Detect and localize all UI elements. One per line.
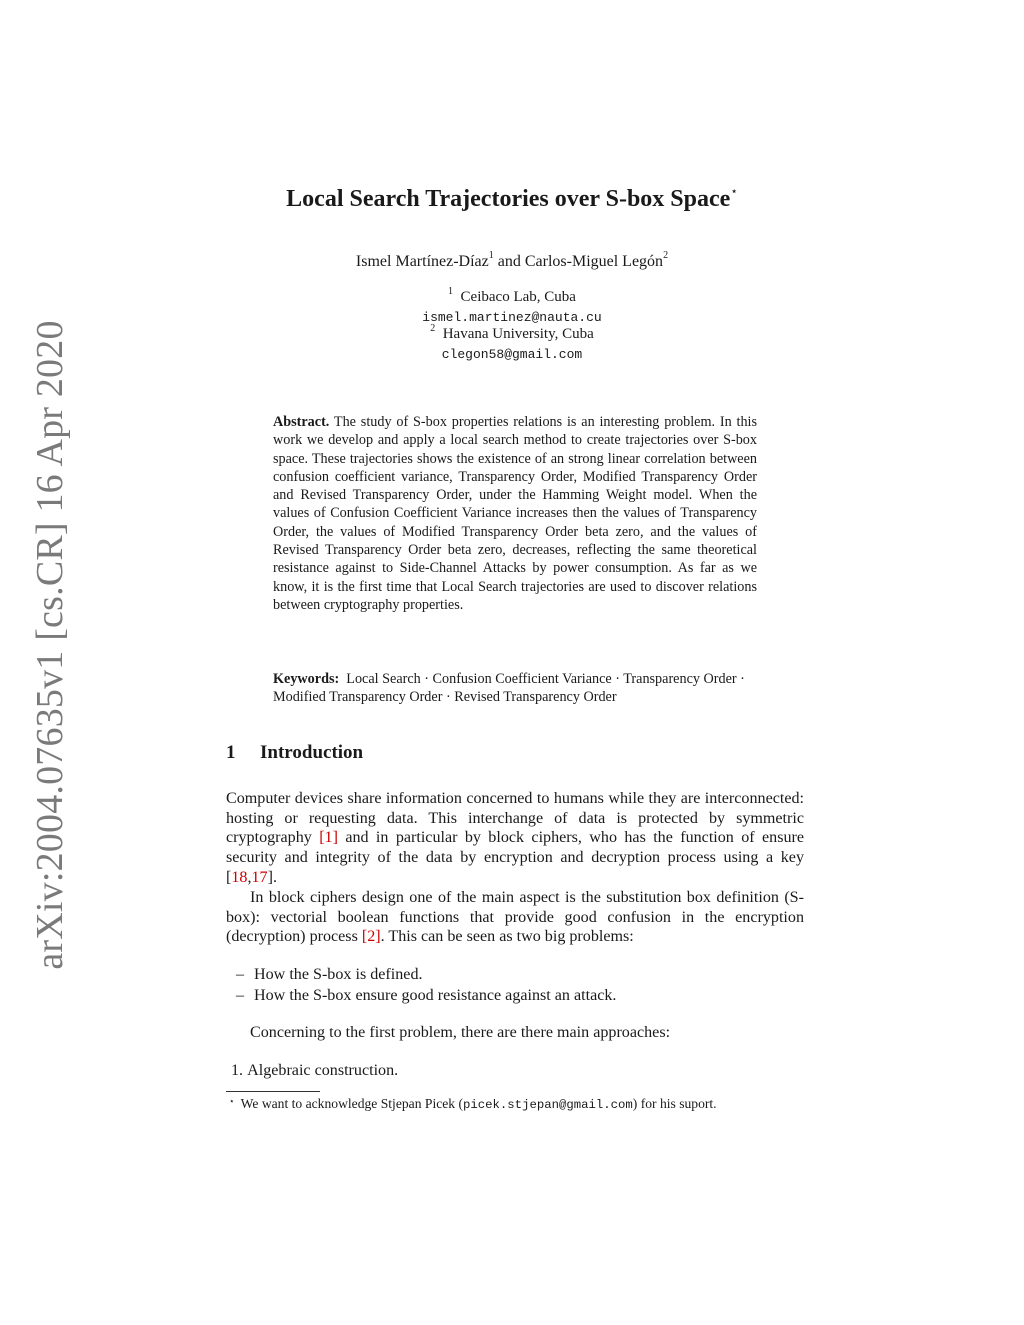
affiliation-1 bbox=[0, 286, 1024, 306]
arxiv-stamp[interactable]: arXiv:2004.07635v1 [cs.CR] 16 Apr 2020 bbox=[29, 320, 71, 970]
affiliation-1-name: Ceibaco Lab, Cuba bbox=[460, 289, 576, 305]
citation-separator: , bbox=[247, 868, 252, 886]
citation-bracket-close: ] bbox=[267, 868, 273, 886]
affiliation-2-name: Havana University, Cuba bbox=[442, 326, 594, 342]
title-footnote-mark[interactable]: ⋆ bbox=[730, 184, 738, 198]
author-list bbox=[0, 250, 1024, 271]
affiliation-2 bbox=[0, 323, 1024, 343]
section-heading bbox=[226, 742, 363, 764]
keywords-label: Keywords: bbox=[273, 671, 340, 687]
list-item bbox=[236, 965, 616, 986]
affiliation-1-email-line bbox=[0, 309, 1024, 326]
citation-2[interactable]: [2] bbox=[361, 928, 381, 946]
numbered-item-number: 1. bbox=[231, 1062, 244, 1079]
affiliation-2-email[interactable]: clegon58@gmail.com bbox=[441, 347, 583, 362]
paragraph-3: Concerning to the first problem, there are there main approaches: bbox=[250, 1024, 671, 1041]
footnote-text-a: We want to acknowledge Stjepan Picek ( bbox=[240, 1096, 464, 1111]
dash-list bbox=[236, 965, 616, 1006]
keywords-text: Local Search · Confusion Coefficient Variance · Transparency Order · Modified Transparency Order · Revised Transparency Order bbox=[273, 671, 745, 706]
affiliation-2-number: 2 bbox=[430, 323, 436, 334]
footnote bbox=[229, 1096, 717, 1112]
numbered-item bbox=[231, 1062, 398, 1080]
affiliation-1-number: 1 bbox=[448, 286, 454, 297]
citation-bracket-open: [ bbox=[226, 868, 232, 886]
author-2: Carlos-Miguel Legón bbox=[524, 253, 664, 270]
author-2-affiliation: 2 bbox=[663, 250, 669, 261]
paragraph-1 bbox=[226, 789, 804, 888]
abstract-label: Abstract. bbox=[273, 414, 330, 430]
paragraph-2 bbox=[226, 888, 804, 947]
affiliation-1-email[interactable]: ismel.martinez@nauta.cu bbox=[422, 310, 602, 325]
keywords bbox=[273, 670, 763, 707]
footnote-mark: ⋆ bbox=[229, 1096, 235, 1106]
author-conjunction: and bbox=[497, 253, 521, 270]
footnote-rule bbox=[226, 1091, 320, 1092]
list-item-text: How the S-box ensure good resistance against an attack. bbox=[254, 986, 617, 1004]
citation-18[interactable]: 18 bbox=[231, 868, 248, 886]
citation-1[interactable]: [1] bbox=[319, 829, 338, 847]
footnote-text-b: ) for his suport. bbox=[632, 1096, 717, 1111]
footnote-email[interactable]: picek.stjepan@gmail.com bbox=[463, 1098, 633, 1112]
section-number: 1 bbox=[226, 742, 236, 763]
numbered-item-text: Algebraic construction. bbox=[247, 1062, 399, 1079]
list-item bbox=[236, 986, 616, 1007]
paper-title bbox=[0, 186, 1024, 213]
list-bullet: – bbox=[236, 966, 245, 983]
paragraph-2-text-b: . This can be seen as two big problems: bbox=[380, 928, 634, 946]
abstract-text: The study of S-box properties relations is an interesting problem. In this work we develop and apply a local search method to create trajectories over S-box space. These trajectories shows the existence of an strong linear correlation between confusion coefficient variance, Transparency Order, Modified Transparency Order and Revised Transparency Order, under the Hamming Weight model. When the values of Confusion Coefficient Variance increases then the values of Transparency Order, the values of Modified Transparency Order beta zero, and the values of Revised Transparency Order beta zero, decreases, reflecting the same theoretical resistance against to Side-Channel Attacks by power consumption. As far as we know, it is the first time that Local Search trajectories are used to discover relations between cryptography properties. bbox=[273, 414, 758, 613]
paragraph-1-text-a: Computer devices share information concerned to humans while they are interconnected: hosting or requesting data. This interchange of data is protected by symmetric cryptography bbox=[226, 790, 804, 847]
list-item-text: How the S-box is defined. bbox=[254, 966, 423, 983]
paragraph-1-text-b: and in particular by block ciphers, who has the function of ensure security and integrity of the data by encryption and decryption process using a key bbox=[226, 829, 805, 867]
paragraph-1-text-c: . bbox=[272, 868, 277, 886]
list-bullet: – bbox=[236, 986, 245, 1004]
citation-17[interactable]: 17 bbox=[251, 868, 268, 886]
title-text: Local Search Trajectories over S-box Space bbox=[286, 186, 731, 212]
author-1: Ismel Martínez-Díaz bbox=[355, 253, 489, 270]
abstract bbox=[273, 413, 757, 614]
section-title: Introduction bbox=[260, 742, 364, 763]
affiliation-2-email-line bbox=[0, 346, 1024, 363]
paragraph-2-text-a: In block ciphers design one of the main aspect is the substitution box definition (S-box): vectorial boolean functions that provide good confusion in the encryption (decryption) process bbox=[226, 889, 804, 946]
author-1-affiliation: 1 bbox=[488, 250, 494, 261]
